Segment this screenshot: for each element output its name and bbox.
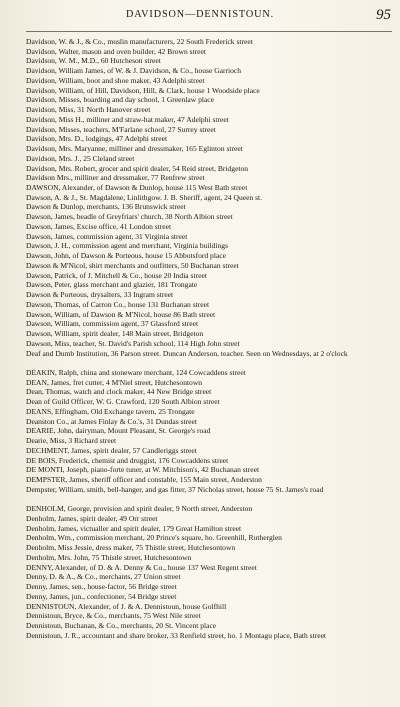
- directory-entry: DE MONTI, Joseph, piano-forte tuner, at W. Mitchison's, 42 Buchanan street: [26, 465, 260, 475]
- header-rule: [26, 31, 392, 32]
- directory-entry: DAWSON, Alexander, of Dawson & Dunlop, house 115 West Bath street: [26, 183, 248, 193]
- directory-entry: DEAKIN, Ralph, china and stoneware merchant, 124 Cowcaddens street: [26, 367, 246, 377]
- directory-entry: DE BOIS, Frederick, chemist and druggist, 176 Cowcaddens street: [26, 455, 229, 465]
- directory-entry: DEANS, Effingham, Old Exchange tavern, 25 Trongate: [26, 406, 195, 416]
- directory-entry: Davidson, Misses, boarding and day school, 1 Greenlaw place: [26, 95, 214, 105]
- directory-entry: Dawson, J. H., commission agent and merchant, Virginia buildings: [26, 241, 228, 251]
- directory-entry: Dawson & Porteous, drysalters, 33 Ingram street: [26, 290, 174, 300]
- directory-entry: Davidson, William James, of W. & J. Davidson, & Co., house Garrioch: [26, 66, 242, 76]
- directory-entry: Dawson, Peter, glass merchant and glazier, 181 Trongate: [26, 280, 198, 290]
- directory-entry: DEAN, James, fret cutter, 4 M'Niel street, Hutchesontown: [26, 377, 203, 387]
- directory-entry: Denholm, Wm., commission merchant, 20 Prince's square, ho. Greenhill, Rutherglen: [26, 533, 282, 543]
- directory-entry: Davidson, W. M., M.D., 60 Hutcheson street: [26, 56, 161, 66]
- directory-entry: Dennistoun, J. R., accountant and share broker, 33 Renfield street, ho. 1 Montagu place, Bath street: [26, 630, 327, 640]
- directory-entry: DEARIE, John, dairyman, Mount Pleasant, St. George's road: [26, 426, 211, 436]
- directory-entry: Dearie, Miss, 3 Richard street: [26, 436, 117, 446]
- running-head: DAVIDSON—DENNISTOUN.: [125, 9, 275, 20]
- page-header: [0, 7, 400, 29]
- directory-entry: Denholm, Mrs. John, 75 Thistle street, Hutchesontown: [26, 552, 192, 562]
- directory-entry: DENNY, Alexander, of D. & A. Denny & Co., house 137 West Regent street: [26, 562, 257, 572]
- directory-entry: Dennistoun, Bryce, & Co., merchants, 75 West Nile street: [26, 611, 201, 621]
- directory-entry: Denholm, James, victualler and spirit dealer, 179 Great Hamilton street: [26, 523, 242, 533]
- directory-entry: Dawson, James, Excise office, 41 London street: [26, 221, 172, 231]
- directory-entry: DENNISTOUN, Alexander, of J. & A. Dennistoun, house Golfhill: [26, 601, 227, 611]
- directory-entry: DECHMENT, James, spirit dealer, 57 Candleriggs street: [26, 445, 197, 455]
- directory-entry: Davidson, William, boot and shoe maker, 43 Adelphi street: [26, 75, 205, 85]
- directory-entry: Davidson, Misses, teachers, M'Farlane school, 27 Surrey street: [26, 124, 216, 134]
- directory-entry: Davidson, Miss H., milliner and straw-hat maker, 47 Adelphi street: [26, 114, 229, 124]
- directory-entry: Davidson, Mrs. J., 25 Cleland street: [26, 153, 135, 163]
- directory-entry: DENHOLM, George, provision and spirit dealer, 9 North street, Anderston: [26, 504, 253, 514]
- directory-entry: Dawson, William, spirit dealer, 148 Main street, Bridgeton: [26, 329, 204, 339]
- directory-entry: Deanston Co., at James Finlay & Co.'s, 31 Dundas street: [26, 416, 197, 426]
- directory-entry: Dawson, John, of Dawson & Porteous, house 15 Abbotsford place: [26, 251, 226, 261]
- directory-entry: Denholm, James, spirit dealer, 49 Orr street: [26, 513, 158, 523]
- directory-entry: DEMPSTER, James, sheriff officer and constable, 155 Main street, Anderston: [26, 475, 262, 485]
- directory-entry: Dawson & M'Nicol, shirt merchants and outfitters, 50 Buchanan street: [26, 260, 239, 270]
- directory-entry: Dawson, Patrick, of J. Mitchell & Co., house 20 India street: [26, 270, 207, 280]
- directory-entry: Dempster, William, smith, bell-hanger, and gas fitter, 37 Nicholas street, house 75 St. James's road: [26, 484, 324, 494]
- directory-entry: Dawson, A. & J., St. Magdalene, Linlithgow. J. B. Sheriff, agent, 24 Queen st.: [26, 192, 263, 202]
- directory-entry: Dawson, Miss, teacher, St. David's Parish school, 114 High John street: [26, 338, 240, 348]
- directory-entry: Denholm, Miss Jessie, dress maker, 75 Thistle street, Hutchesontown: [26, 543, 236, 553]
- directory-entry: Davidson, William, of Hill, Davidson, Hill, & Clark, house 1 Woodside place: [26, 85, 260, 95]
- directory-entry: Dawson, William, of Dawson & M'Nicol, house 86 Bath street: [26, 309, 216, 319]
- directory-entry: Davidson, Miss, 31 North Hanover street: [26, 105, 151, 115]
- directory-entry: Davidson, Mrs. D., lodgings, 47 Adelphi street: [26, 134, 168, 144]
- directory-entry: Denny, James, sen., house-factor, 56 Bridge street: [26, 582, 177, 592]
- directory-entry: Dean, Thomas, watch and clock maker, 44 New Bridge street: [26, 387, 212, 397]
- directory-entry: Davidson Mrs., milliner and dressmaker, 77 Renfrew street: [26, 173, 205, 183]
- directory-entry: Dawson, William, commission agent, 37 Glassford street: [26, 319, 199, 329]
- directory-entry: Dennistoun, Buchanan, & Co., merchants, 20 St. Vincent place: [26, 621, 217, 631]
- directory-entry: Davidson, Mrs. Robert, grocer and spirit dealer, 54 Reid street, Bridgeton: [26, 163, 249, 173]
- directory-entry: Dawson, James, commission agent, 31 Virginia street: [26, 231, 188, 241]
- directory-entry: Dawson, Thomas, of Carron Co., house 131 Buchanan street: [26, 299, 210, 309]
- directory-entry: Dawson & Dunlop, merchants, 136 Brunswick street: [26, 202, 186, 212]
- directory-entry: Davidson, Walter, mason and oven builder, 42 Brown street: [26, 46, 206, 56]
- directory-entries: [26, 37, 392, 650]
- directory-entry: Davidson, W. & J., & Co., muslin manufacturers, 22 South Frederick street: [26, 37, 253, 46]
- directory-entry: Dean of Guild Officer, W. G. Crawford, 120 South Albion street: [26, 397, 220, 407]
- directory-entry: Davidson, Mrs. Maryanne, milliner and dressmaker, 165 Eglinton street: [26, 144, 243, 154]
- directory-entry: Denny, James, jun., confectioner, 54 Bridge street: [26, 591, 177, 601]
- directory-entry: Deaf and Dumb Institution, 36 Parson street. Duncan Anderson, teacher. Seen on Wednesdays, at 2 o'clock: [26, 348, 348, 358]
- directory-entry: Denny, D. & A., & Co., merchants, 27 Union street: [26, 572, 181, 582]
- page-number: 95: [376, 7, 391, 23]
- directory-entry: Dawson, James, beadle of Greyfriars' church, 38 North Albion street: [26, 212, 233, 222]
